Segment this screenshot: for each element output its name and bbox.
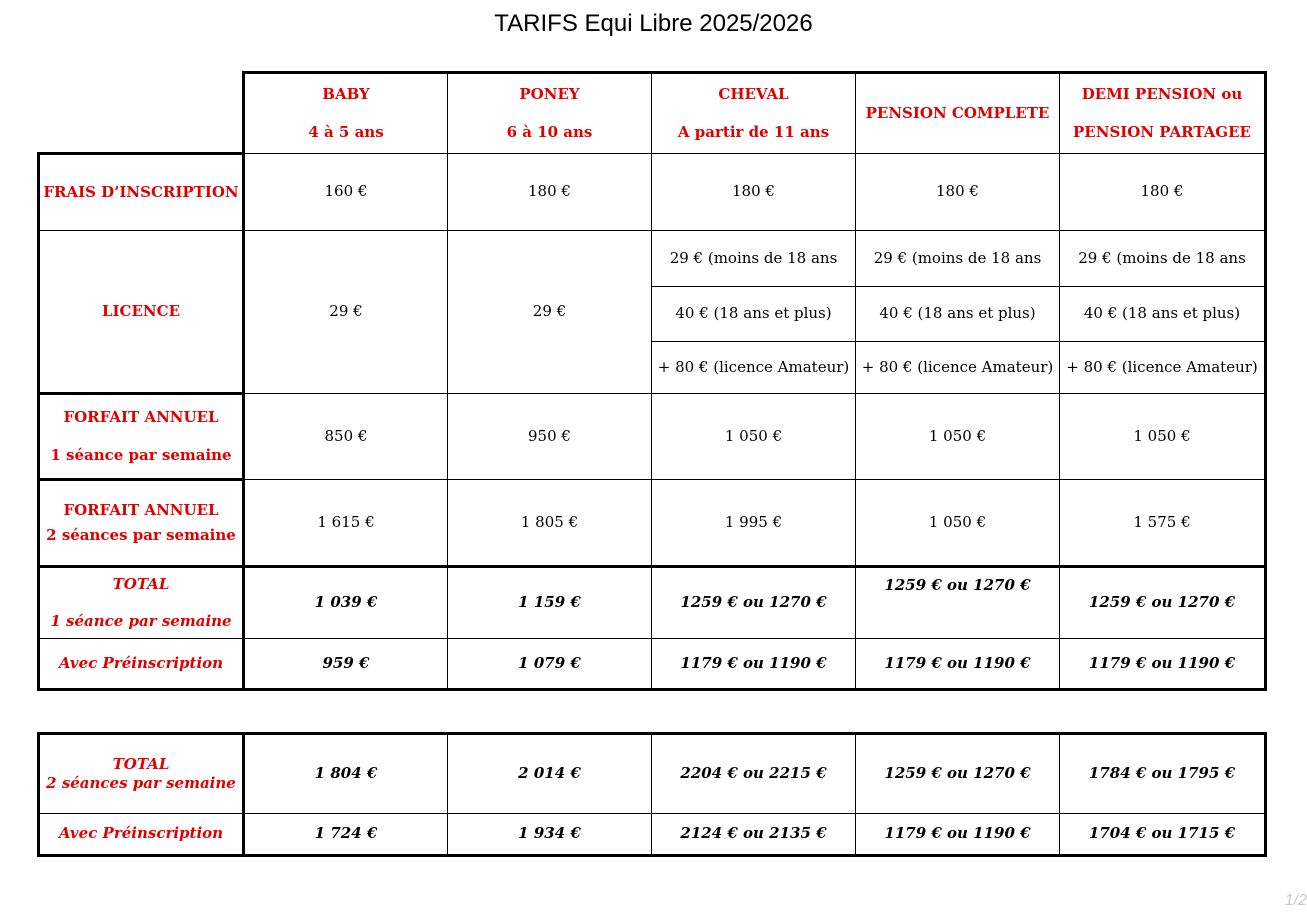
corner-cell xyxy=(39,73,244,154)
cell: 2 014 € xyxy=(448,734,652,814)
row-forfait-1 xyxy=(39,394,1266,480)
cell: 959 € xyxy=(244,639,448,690)
cell: 160 € xyxy=(244,154,448,231)
row-total-2 xyxy=(39,734,1266,814)
cell: 1179 € ou 1190 € xyxy=(856,814,1060,856)
cell: 29 € (moins de 18 ans xyxy=(856,231,1060,287)
page-number: 1/2 xyxy=(1284,892,1307,909)
row-preinscription-1 xyxy=(39,639,1266,690)
cell: 29 € (moins de 18 ans xyxy=(1060,231,1266,287)
header-baby: BABY 4 à 5 ans xyxy=(244,73,448,154)
header-row xyxy=(39,73,1266,154)
cell: 1 615 € xyxy=(244,480,448,567)
cell: 1 050 € xyxy=(856,480,1060,567)
label-preinscription-1: Avec Préinscription xyxy=(39,639,244,690)
cell: 1 575 € xyxy=(1060,480,1266,567)
cell: 29 € (moins de 18 ans xyxy=(652,231,856,287)
cell: + 80 € (licence Amateur) xyxy=(652,342,856,394)
row-inscription xyxy=(39,154,1266,231)
cell: 1 804 € xyxy=(244,734,448,814)
header-pension-complete: PENSION COMPLETE xyxy=(856,73,1060,154)
header-cheval: CHEVAL A partir de 11 ans xyxy=(652,73,856,154)
label-preinscription-2: Avec Préinscription xyxy=(39,814,244,856)
cell: 40 € (18 ans et plus) xyxy=(652,287,856,342)
header-poney: PONEY 6 à 10 ans xyxy=(448,73,652,154)
row-licence-1 xyxy=(39,231,1266,287)
cell: 2124 € ou 2135 € xyxy=(652,814,856,856)
cell: 180 € xyxy=(652,154,856,231)
label-forfait-2: FORFAIT ANNUEL 2 séances par semaine xyxy=(39,480,244,567)
cell: 1 079 € xyxy=(448,639,652,690)
cell: 1179 € ou 1190 € xyxy=(856,639,1060,690)
cell: 1704 € ou 1715 € xyxy=(1060,814,1266,856)
label-forfait-1: FORFAIT ANNUEL 1 séance par semaine xyxy=(39,394,244,480)
cell: 180 € xyxy=(448,154,652,231)
label-total-2: TOTAL 2 séances par semaine xyxy=(39,734,244,814)
cell: 1259 € ou 1270 € xyxy=(856,734,1060,814)
cell: 1 050 € xyxy=(856,394,1060,480)
label-inscription: FRAIS D’INSCRIPTION xyxy=(39,154,244,231)
cell: 1 050 € xyxy=(1060,394,1266,480)
cell: 1 805 € xyxy=(448,480,652,567)
cell: 1 039 € xyxy=(244,567,448,639)
page-title: TARIFS Equi Libre 2025/2026 xyxy=(494,10,813,37)
cell: 1259 € ou 1270 € xyxy=(1060,567,1266,639)
header-demi-pension: DEMI PENSION ou PENSION PARTAGEE xyxy=(1060,73,1266,154)
tariffs-table-2 xyxy=(37,732,1267,857)
label-total-1: TOTAL 1 séance par semaine xyxy=(39,567,244,639)
cell: 1 159 € xyxy=(448,567,652,639)
label-licence: LICENCE xyxy=(39,231,244,394)
cell: 40 € (18 ans et plus) xyxy=(856,287,1060,342)
cell: 1179 € ou 1190 € xyxy=(1060,639,1266,690)
cell: 40 € (18 ans et plus) xyxy=(1060,287,1266,342)
cell: 2204 € ou 2215 € xyxy=(652,734,856,814)
row-total-1 xyxy=(39,567,1266,639)
cell: 180 € xyxy=(1060,154,1266,231)
cell: 1 995 € xyxy=(652,480,856,567)
cell: + 80 € (licence Amateur) xyxy=(1060,342,1266,394)
row-forfait-2 xyxy=(39,480,1266,567)
cell: 1259 € ou 1270 € xyxy=(652,567,856,639)
cell: + 80 € (licence Amateur) xyxy=(856,342,1060,394)
row-preinscription-2 xyxy=(39,814,1266,856)
cell: 850 € xyxy=(244,394,448,480)
cell: 180 € xyxy=(856,154,1060,231)
cell: 1784 € ou 1795 € xyxy=(1060,734,1266,814)
cell: 1 724 € xyxy=(244,814,448,856)
tariffs-table xyxy=(37,71,1267,691)
cell: 1 934 € xyxy=(448,814,652,856)
cell: 1 050 € xyxy=(652,394,856,480)
cell: 1179 € ou 1190 € xyxy=(652,639,856,690)
cell: 950 € xyxy=(448,394,652,480)
cell: 29 € xyxy=(244,231,448,394)
cell: 29 € xyxy=(448,231,652,394)
cell: 1259 € ou 1270 € xyxy=(856,567,1060,639)
